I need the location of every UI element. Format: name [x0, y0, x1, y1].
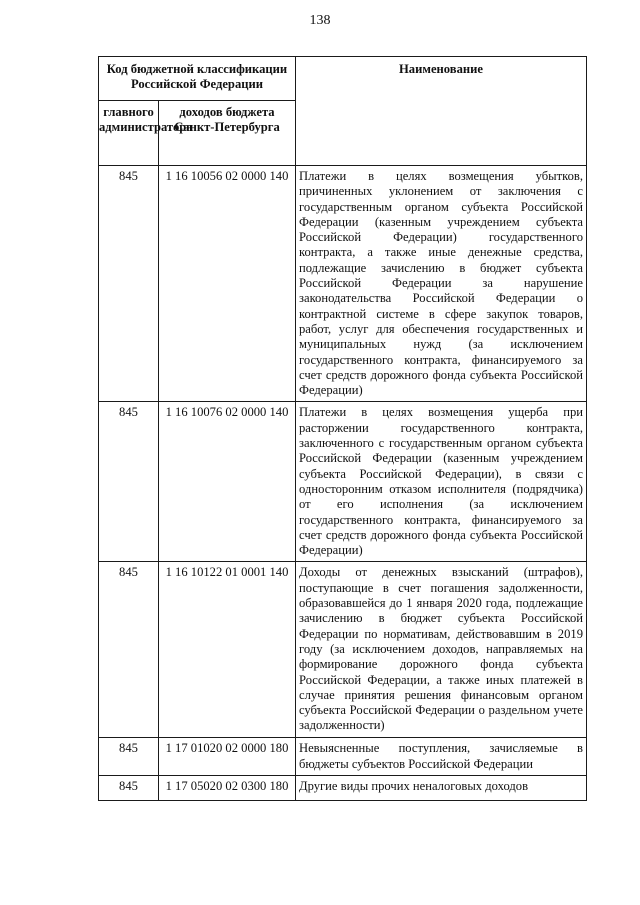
row-admin-code: 845	[99, 166, 159, 402]
row-revenue-code: 1 16 10056 02 0000 140	[159, 166, 296, 402]
row-revenue-code: 1 16 10122 01 0001 140	[159, 562, 296, 738]
table-row	[99, 402, 587, 562]
table-header-row	[99, 57, 587, 101]
table-row	[99, 166, 587, 402]
header-revenue: доходов бюджета Санкт-Петербурга	[159, 101, 296, 166]
row-name: Доходы от денежных взысканий (штрафов), поступающие в счет погашения задолженности, образовавшейся до 1 января 2020 года, подлежащие зачислению в бюджет субъекта Российской Федерации по нормативам, действовавшим в 2019 году (за исключением доходов, направляемых на формирование дорожного фонда субъекта Российской Федерации, а также иных платежей в случае принятия решения финансовым органом субъекта Российской Федерации о раздельном учете задолженности)	[296, 562, 587, 738]
row-revenue-code: 1 17 01020 02 0000 180	[159, 738, 296, 776]
row-admin-code: 845	[99, 776, 159, 801]
row-name: Другие виды прочих неналоговых доходов	[296, 776, 587, 801]
row-name: Платежи в целях возмещения ущерба при расторжении государственного контракта, заключенного с государственным органом субъекта Российской Федерации (казенным учреждением субъекта Российской Федерации), в связи с односторонним отказом исполнителя (подрядчика) от его исполнения (за исключением государственного контракта, финансируемого за счет средств дорожного фонда субъекта Российской Федерации)	[296, 402, 587, 562]
row-admin-code: 845	[99, 562, 159, 738]
table-row	[99, 776, 587, 801]
page-number: 138	[309, 13, 331, 28]
budget-classification-table	[98, 56, 587, 801]
row-admin-code: 845	[99, 738, 159, 776]
header-name: Наименование	[296, 57, 587, 166]
table-row	[99, 562, 587, 738]
row-name: Платежи в целях возмещения убытков, причиненных уклонением от заключения с государственным органом субъекта Российской Федерации (казенным учреждением субъекта Российской Федерации) государственного контракта, а также иные денежные средства, подлежащие зачислению в бюджет субъекта Российской Федерации за нарушение законодательства Российской Федерации о контрактной системе в сфере закупок товаров, работ, услуг для обеспечения государственных и муниципальных нужд (за исключением государственного контракта, финансируемого за счет средств дорожного фонда субъекта Российской Федерации)	[296, 166, 587, 402]
header-admin: главного администратора	[99, 101, 159, 166]
row-name: Невыясненные поступления, зачисляемые в бюджеты субъектов Российской Федерации	[296, 738, 587, 776]
table-row	[99, 738, 587, 776]
row-revenue-code: 1 17 05020 02 0300 180	[159, 776, 296, 801]
header-code-group: Код бюджетной классификации Российской Федерации	[99, 57, 296, 101]
row-admin-code: 845	[99, 402, 159, 562]
row-revenue-code: 1 16 10076 02 0000 140	[159, 402, 296, 562]
